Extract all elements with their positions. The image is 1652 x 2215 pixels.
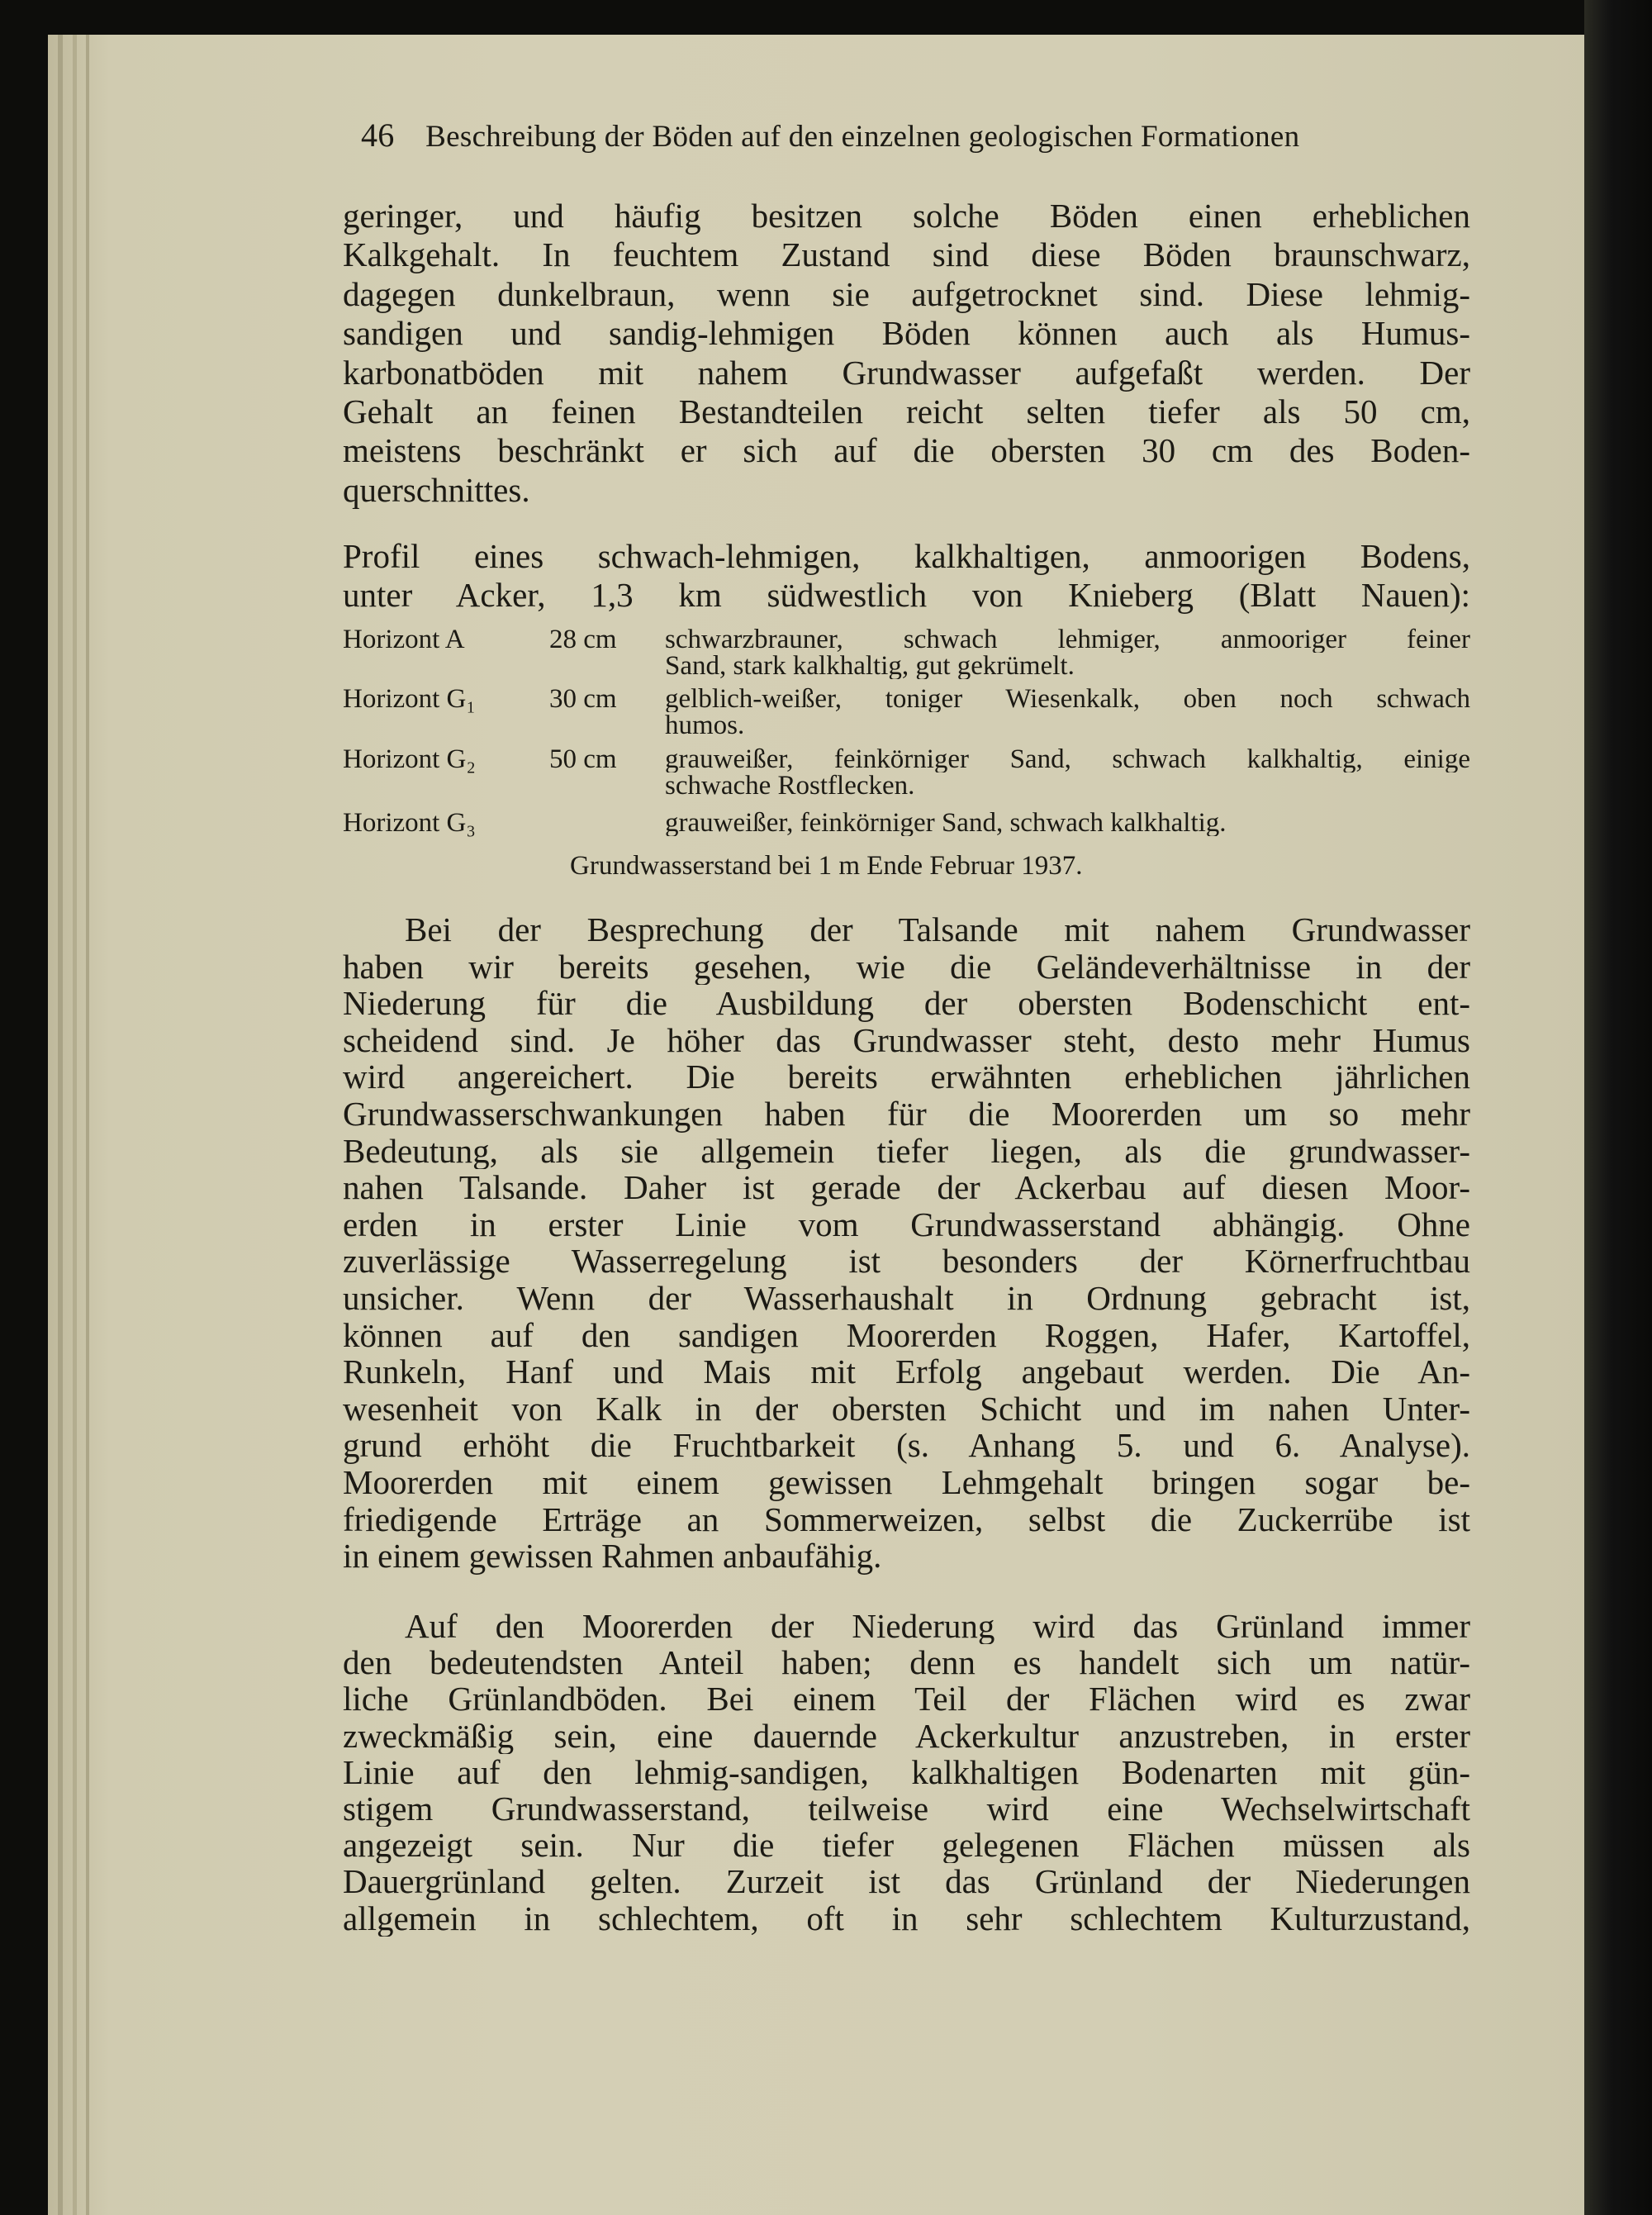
text-line: unsicher. Wenn der Wasserhaushalt in Ordnung gebracht ist, (343, 1279, 1470, 1317)
running-title: Beschreibung der Böden auf den einzelnen geologischen Formationen (425, 120, 1300, 154)
text-line: Profil eines schwach-lehmigen, kalkhaltigen, anmoorigen Bodens, (343, 537, 1470, 575)
text-line: Grundwasserschwankungen haben für die Moorerden um so mehr (343, 1095, 1470, 1133)
text-line: Bedeutung, als sie allgemein tiefer liegen, als die grundwasser- (343, 1132, 1470, 1170)
desc-line: grauweißer, feinkörniger Sand, schwach kalkhaltig, einige (665, 746, 1470, 772)
text-line: erden in erster Linie vom Grundwasserstand abhängig. Ohne (343, 1205, 1470, 1243)
desc-line: gelblich-weißer, toniger Wiesenkalk, oben noch schwach (665, 686, 1470, 712)
text-line: Kalkgehalt. In feuchtem Zustand sind diese Böden braunschwarz, (343, 235, 1470, 274)
page-edge (73, 35, 77, 2215)
horizon-label: Horizont G₃ (343, 808, 476, 838)
horizon-description (665, 746, 1470, 799)
paragraph-2 (343, 911, 1470, 1575)
text-line: angezeigt sein. Nur die tiefer gelegenen Flächen müssen als (343, 1827, 1470, 1864)
text-line: wesenheit von Kalk in der obersten Schicht und im nahen Unter- (343, 1390, 1470, 1428)
text-line: karbonatböden mit nahem Grundwasser aufgefaßt werden. Der (343, 353, 1470, 392)
horizon-description (665, 686, 1470, 739)
text-line: Moorerden mit einem gewissen Lehmgehalt bringen sogar be- (343, 1463, 1470, 1501)
desc-line: grauweißer, feinkörniger Sand, schwach kalkhaltig. (665, 810, 1227, 836)
text-line: Niederung für die Ausbildung der obersten Bodenschicht ent- (343, 985, 1470, 1022)
text-line: haben wir bereits gesehen, wie die Geländeverhältnisse in der (343, 948, 1470, 986)
book-gutter (1584, 0, 1652, 2215)
text-line: geringer, und häufig besitzen solche Böden einen erheblichen (343, 197, 1470, 235)
horizon-depth: 28 cm (549, 625, 617, 654)
text-line: Runkeln, Hanf und Mais mit Erfolg angebaut werden. Die An- (343, 1353, 1470, 1390)
text-line: Dauergrünland gelten. Zurzeit ist das Grünland der Niederungen (343, 1863, 1470, 1900)
text-line: den bedeutendsten Anteil haben; denn es handelt sich um natür- (343, 1644, 1470, 1681)
horizon-depth: 30 cm (549, 684, 617, 714)
desc-line: humos. (665, 712, 745, 739)
text-line: unter Acker, 1,3 km südwestlich von Knieberg (Blatt Nauen): (343, 576, 1470, 614)
profile-heading (343, 537, 1470, 615)
horizon-label: Horizont A (343, 625, 465, 654)
page-number: 46 (361, 116, 395, 154)
text-line: Auf den Moorerden der Niederung wird das Grünland immer (405, 1608, 1470, 1645)
text-line: stigem Grundwasserstand, teilweise wird eine Wechselwirtschaft (343, 1790, 1470, 1828)
desc-line: schwache Rostflecken. (665, 772, 915, 799)
text-line: können auf den sandigen Moorerden Roggen, Hafer, Kartoffel, (343, 1316, 1470, 1354)
text-line: dagegen dunkelbraun, wenn sie aufgetrocknet sind. Diese lehmig- (343, 274, 1470, 313)
text-line: querschnittes. (343, 470, 530, 509)
text-line: scheidend sind. Je höher das Grundwasser steht, desto mehr Humus (343, 1021, 1470, 1059)
text-line: Gehalt an feinen Bestandteilen reicht selten tiefer als 50 cm, (343, 392, 1470, 430)
page-edge (58, 35, 63, 2215)
paragraph-3 (343, 1608, 1470, 1937)
text-line: zweckmäßig sein, eine dauernde Ackerkultur anzustreben, in erster (343, 1717, 1470, 1754)
horizon-label: Horizont G₁ (343, 684, 476, 714)
paragraph-1 (343, 197, 1470, 510)
text-line: friedigende Erträge an Sommerweizen, selbst die Zuckerrübe ist (343, 1500, 1470, 1538)
text-line: wird angereichert. Die bereits erwähnten erheblichen jährlichen (343, 1058, 1470, 1096)
horizon-label: Horizont G₂ (343, 744, 476, 774)
horizon-description (665, 810, 1470, 836)
desc-line: Sand, stark kalkhaltig, gut gekrümelt. (665, 653, 1075, 679)
text-line: liche Grünlandböden. Bei einem Teil der Flächen wird es zwar (343, 1680, 1470, 1718)
horizon-depth: 50 cm (549, 744, 617, 774)
text-line: sandigen und sandig-lehmigen Böden können auch als Humus- (343, 314, 1470, 353)
text-line: in einem gewissen Rahmen anbaufähig. (343, 1538, 882, 1575)
text-line: meistens beschränkt er sich auf die obersten 30 cm des Boden- (343, 431, 1470, 470)
groundwater-note: Grundwasserstand bei 1 m Ende Februar 1937. (570, 851, 1083, 881)
text-line: Linie auf den lehmig-sandigen, kalkhaltigen Bodenarten mit gün- (343, 1753, 1470, 1790)
text-line: Bei der Besprechung der Talsande mit nahem Grundwasser (405, 911, 1470, 948)
text-line: grund erhöht die Fruchtbarkeit (s. Anhang 5. und 6. Analyse). (343, 1427, 1470, 1464)
desc-line: schwarzbrauner, schwach lehmiger, anmooriger feiner (665, 626, 1470, 653)
text-line: nahen Talsande. Daher ist gerade der Ackerbau auf diesen Moor- (343, 1169, 1470, 1206)
page-edge (86, 35, 89, 2215)
text-line: allgemein in schlechtem, oft in sehr schlechtem Kulturzustand, (343, 1899, 1470, 1937)
text-line: zuverlässige Wasserregelung ist besonders der Körnerfruchtbau (343, 1243, 1470, 1280)
running-head (361, 116, 1427, 154)
horizon-description (665, 626, 1470, 679)
